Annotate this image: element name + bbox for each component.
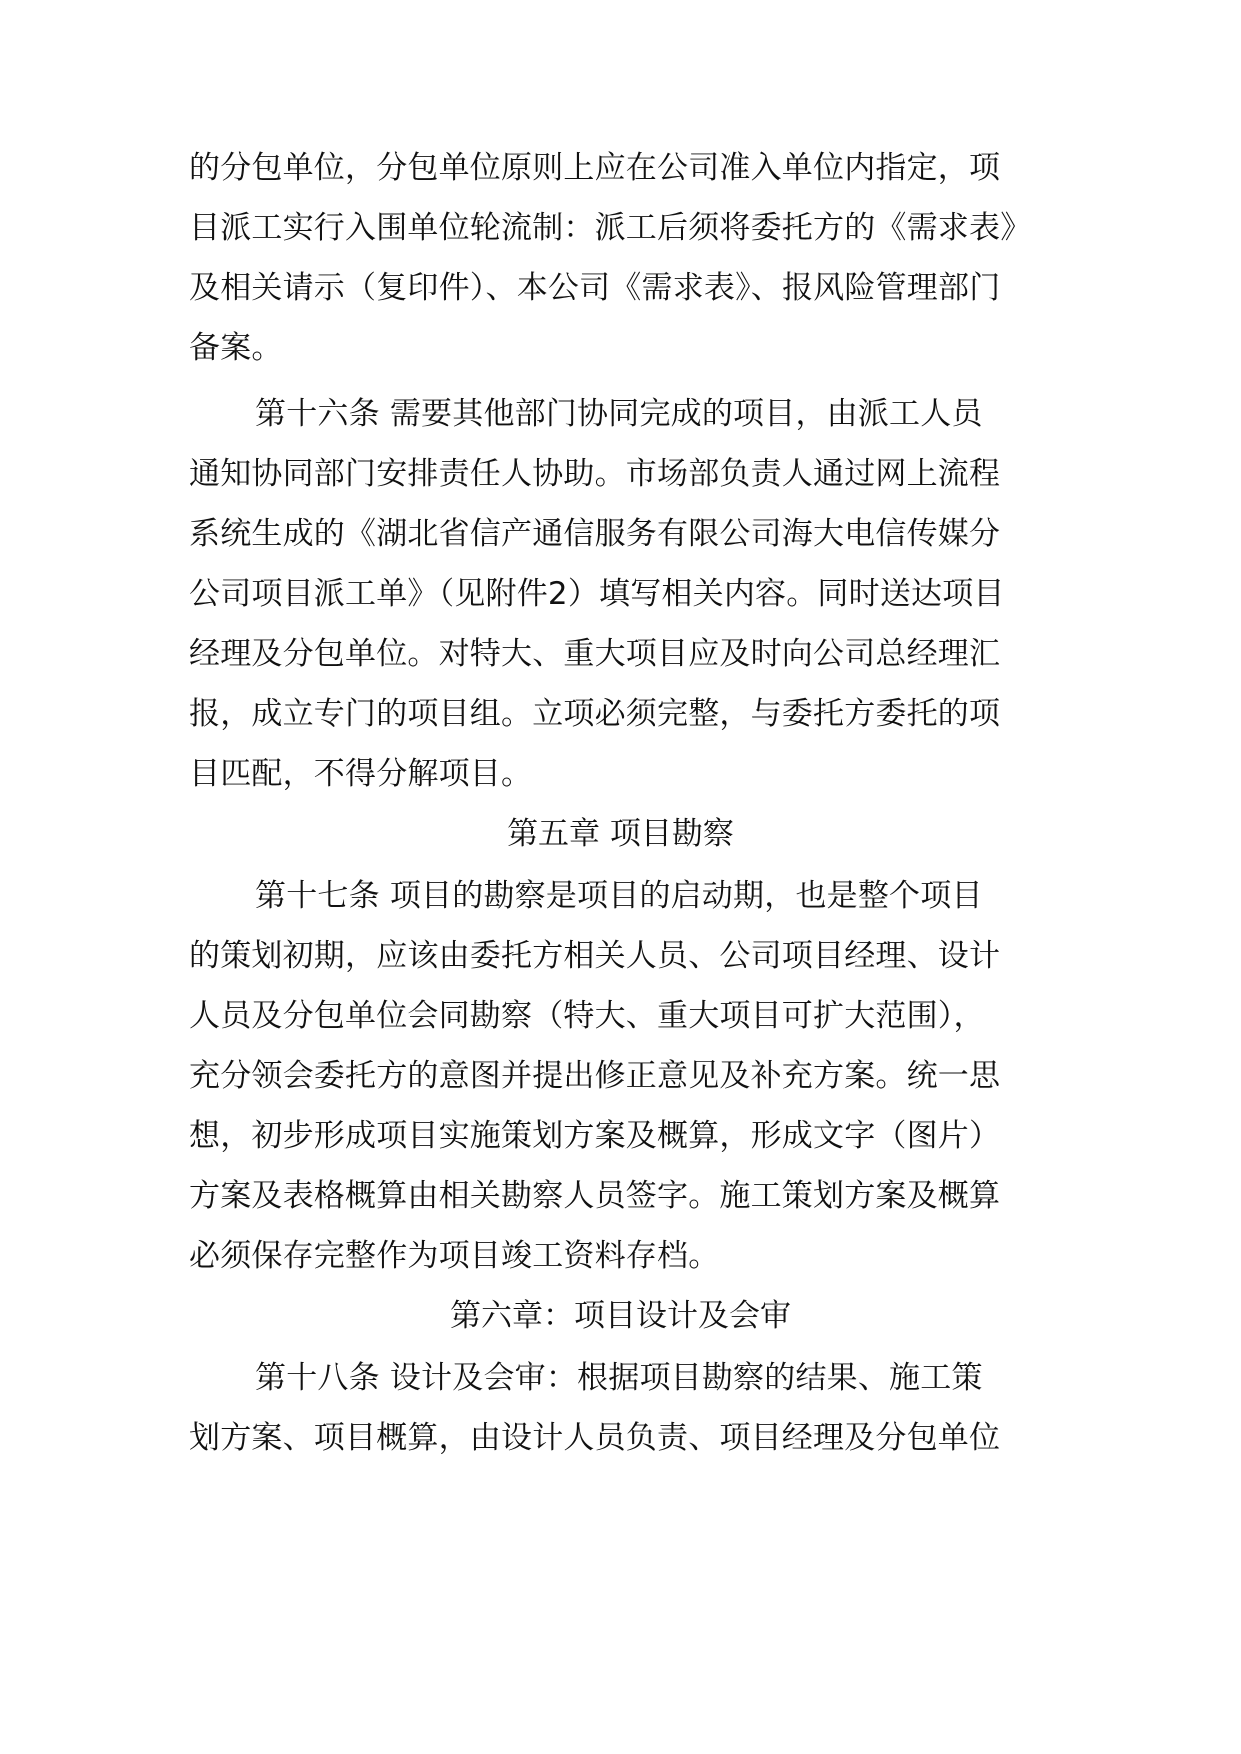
paragraph-line: 经理及分包单位。对特大、重大项目应及时向公司总经理汇 [189, 636, 1001, 672]
paragraph-line: 划方案、项目概算，由设计人员负责、项目经理及分包单位 [189, 1420, 1001, 1456]
paragraph-line: 系统生成的《湖北省信产通信服务有限公司海大电信传媒分 [189, 516, 1001, 552]
paragraph-line: 备案。 [189, 330, 283, 366]
paragraph-line: 通知协同部门安排责任人协助。市场部负责人通过网上流程 [189, 456, 1001, 492]
paragraph-line: 目匹配，不得分解项目。 [189, 756, 533, 792]
paragraph-line: 报，成立专门的项目组。立项必须完整，与委托方委托的项 [189, 696, 1001, 732]
paragraph-line: 人员及分包单位会同勘察（特大、重大项目可扩大范围）， [189, 998, 985, 1034]
chapter-5-heading: 第五章 项目勘察 [507, 816, 734, 852]
article-17-line: 第十七条 项目的勘察是项目的启动期，也是整个项目 [255, 878, 983, 914]
paragraph-line: 的策划初期，应该由委托方相关人员、公司项目经理、设计 [189, 938, 1001, 974]
paragraph-line: 必须保存完整作为项目竣工资料存档。 [189, 1238, 720, 1274]
paragraph-line: 公司项目派工单》（见附件2）填写相关内容。同时送达项目 [189, 576, 1005, 612]
article-18-line: 第十八条 设计及会审：根据项目勘察的结果、施工策 [255, 1360, 983, 1396]
paragraph-line: 想，初步形成项目实施策划方案及概算，形成文字（图片） [189, 1118, 1001, 1154]
chapter-6-heading: 第六章：项目设计及会审 [450, 1298, 791, 1334]
paragraph-line: 充分领会委托方的意图并提出修正意见及补充方案。统一思 [189, 1058, 1001, 1094]
paragraph-line: 的分包单位，分包单位原则上应在公司准入单位内指定，项 [189, 150, 1001, 186]
paragraph-line: 方案及表格概算由相关勘察人员签字。施工策划方案及概算 [189, 1178, 1001, 1214]
article-16-line: 第十六条 需要其他部门协同完成的项目，由派工人员 [255, 396, 983, 432]
paragraph-line: 及相关请示（复印件）、本公司《需求表》、报风险管理部门 [189, 270, 1001, 306]
paragraph-line: 目派工实行入围单位轮流制：派工后须将委托方的《需求表》 [189, 210, 1032, 246]
